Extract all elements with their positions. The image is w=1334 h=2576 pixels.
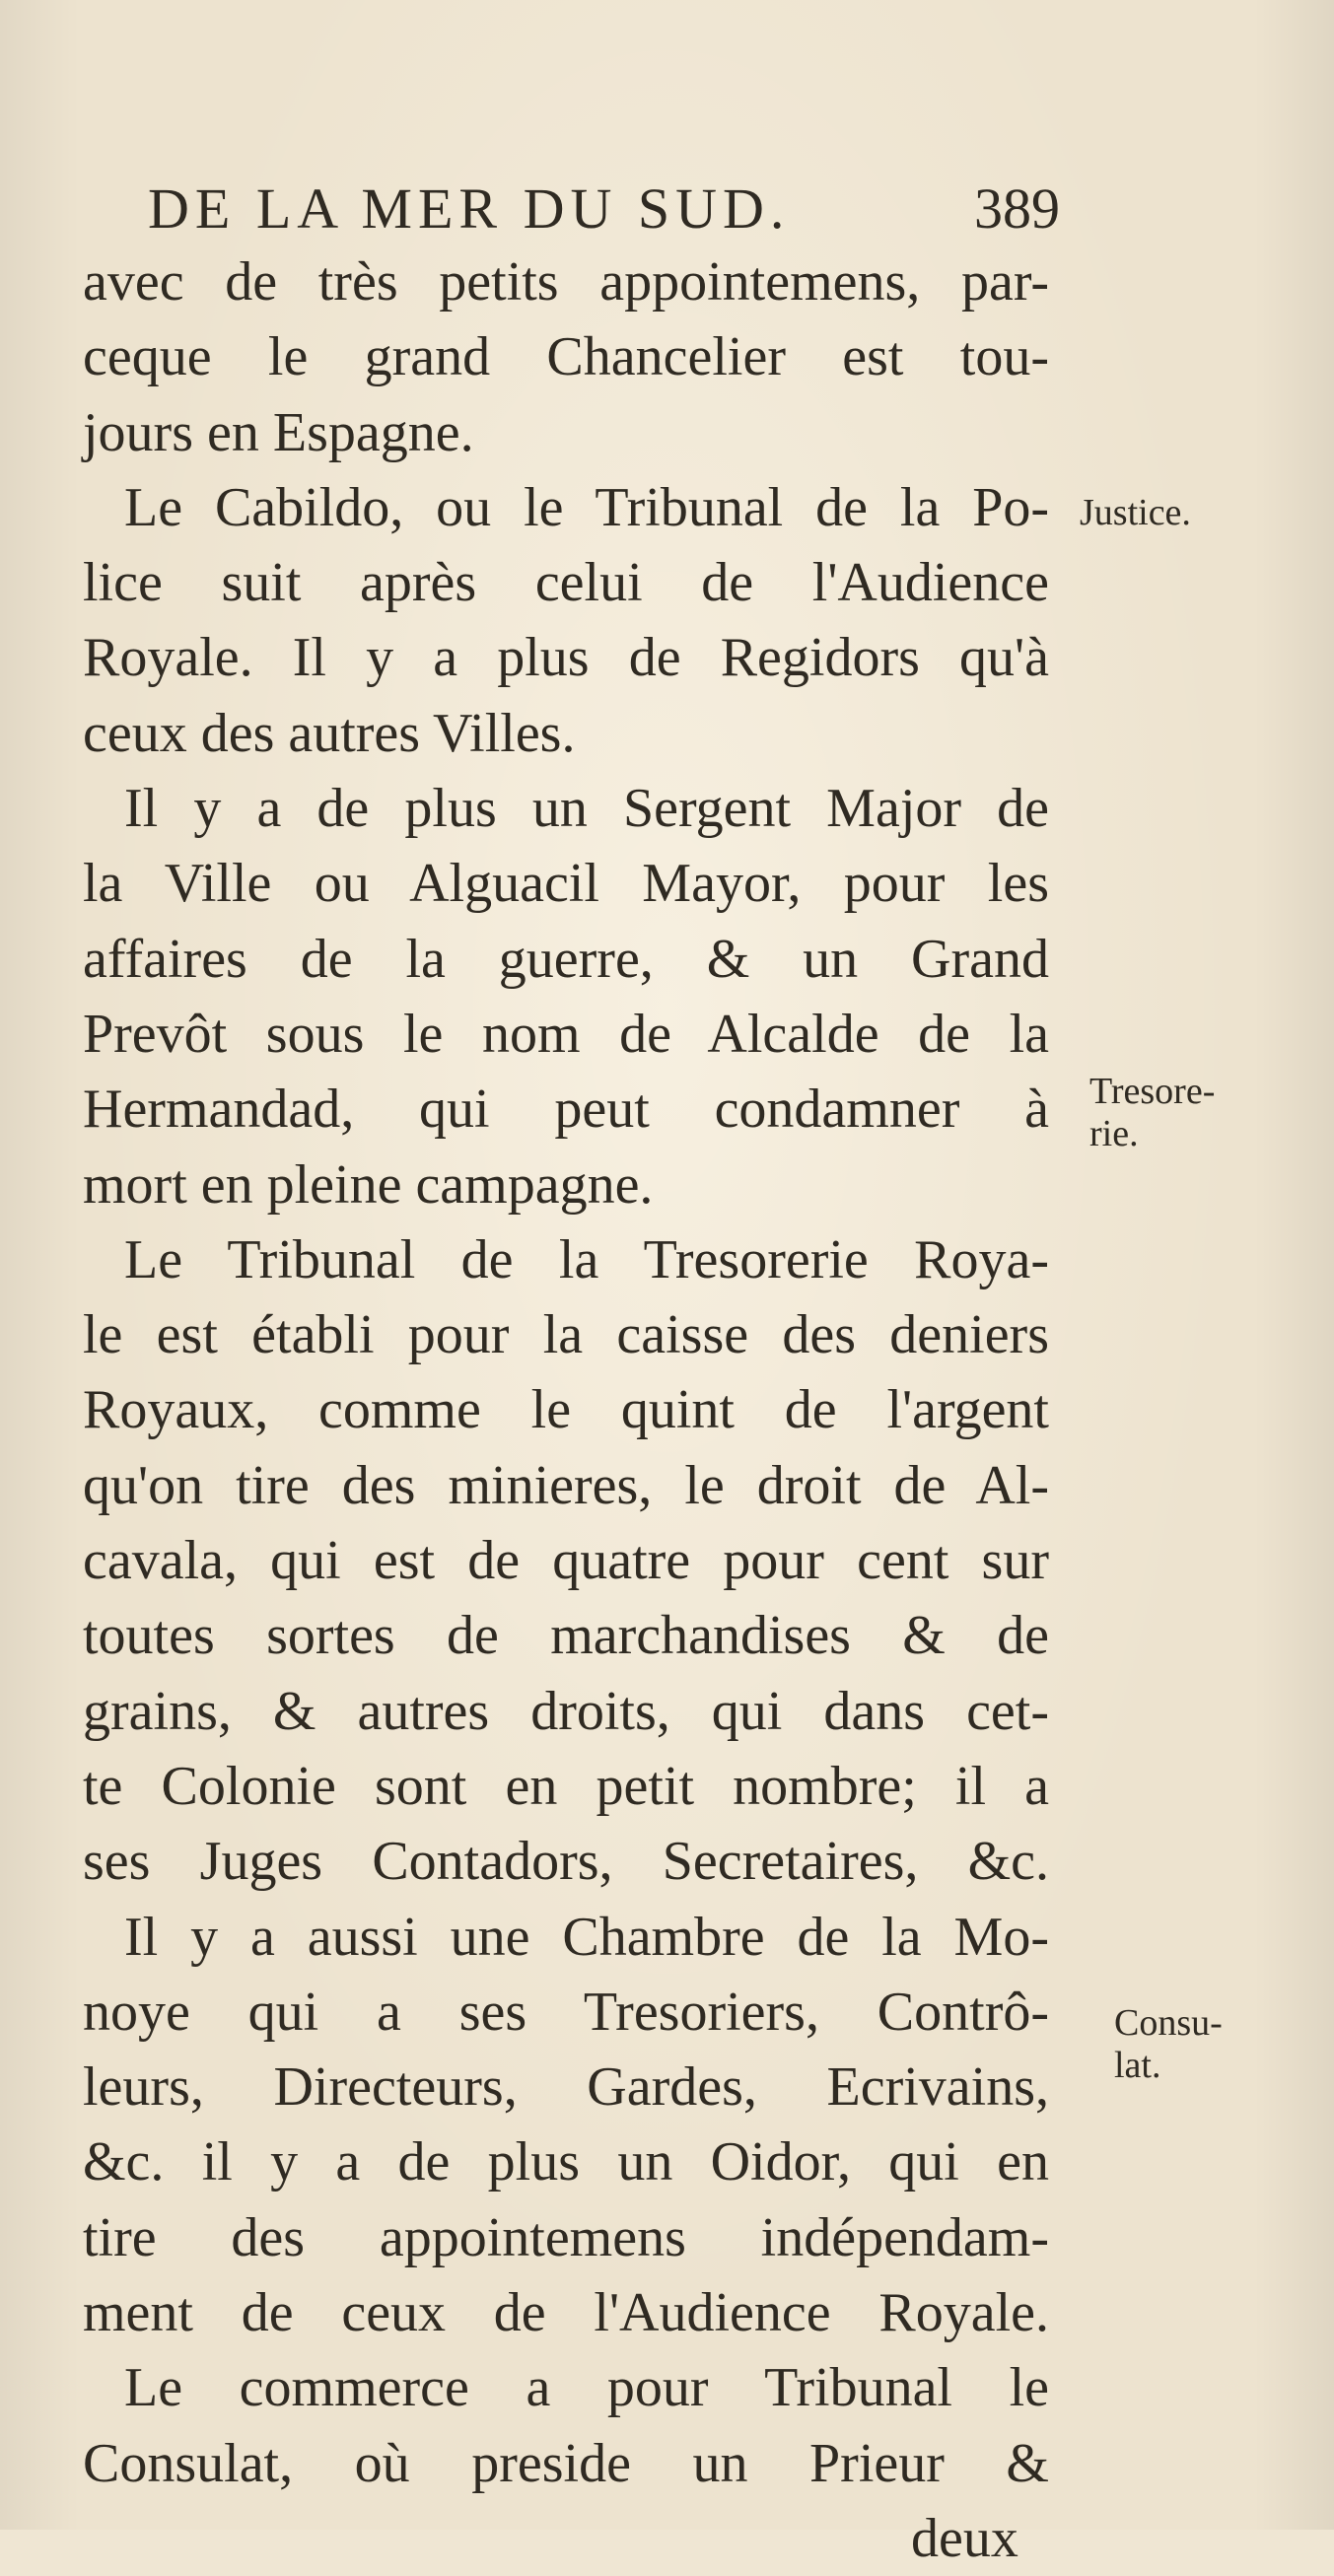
text-line: noye qui a ses Tresoriers, Contrô- <box>83 1981 1049 2043</box>
text-line: qu'on tire des minieres, le droit de Al- <box>83 1454 1049 1516</box>
text-line: toutes sortes de marchandises & de <box>83 1605 1049 1667</box>
text-line: lice suit après celui de l'Audience <box>83 552 1049 614</box>
text-line: Royaux, comme le quint de l'argent <box>83 1379 1049 1441</box>
page-number: 389 <box>974 176 1060 241</box>
catchword: deux <box>911 2507 1018 2569</box>
text-line: ment de ceux de l'Audience Royale. <box>83 2282 1049 2344</box>
text-line: Le Cabildo, ou le Tribunal de la Po- <box>124 476 1049 538</box>
text-line: Le Tribunal de la Tresorerie Roya- <box>124 1228 1049 1290</box>
text-line: &c. il y a de plus un Oidor, qui en <box>83 2131 1049 2193</box>
text-line: te Colonie sont en petit nombre; il a <box>83 1755 1049 1817</box>
text-line: la Ville ou Alguacil Mayor, pour les <box>83 853 1049 915</box>
margin-note-tresorerie-cont: rie. <box>1089 1113 1139 1154</box>
text-line: Hermandad, qui peut condamner à <box>83 1079 1049 1141</box>
text-line: Royale. Il y a plus de Regidors qu'à <box>83 627 1049 689</box>
text-line: cavala, qui est de quatre pour cent sur <box>83 1530 1049 1592</box>
text-line: ceux des autres Villes. <box>83 702 576 764</box>
text-line: ceque le grand Chancelier est tou- <box>83 326 1049 388</box>
running-head <box>148 175 1060 244</box>
running-title: DE LA MER DU SUD. <box>148 176 791 241</box>
body-text <box>83 244 1049 2576</box>
text-line: Le commerce a pour Tribunal le <box>124 2357 1049 2419</box>
text-line: jours en Espagne. <box>83 401 474 463</box>
text-line: leurs, Directeurs, Gardes, Ecrivains, <box>83 2056 1049 2119</box>
margin-note-consulat: Consu- <box>1114 2002 1223 2044</box>
text-line: le est établi pour la caisse des deniers <box>83 1304 1049 1366</box>
text-line: Consulat, où preside un Prieur & <box>83 2432 1049 2494</box>
margin-note-tresorerie: Tresore- <box>1089 1071 1216 1112</box>
text-line: tire des appointemens indépendam- <box>83 2206 1049 2268</box>
text-line: Il y a aussi une Chambre de la Mo- <box>124 1906 1049 1968</box>
text-line: affaires de la guerre, & un Grand <box>83 928 1049 990</box>
text-line: ses Juges Contadors, Secretaires, &c. <box>83 1831 1049 1893</box>
text-line: mort en pleine campagne. <box>83 1153 654 1216</box>
text-line: avec de très petits appointemens, par- <box>83 251 1049 313</box>
text-line: grains, & autres droits, qui dans cet- <box>83 1680 1049 1742</box>
text-line: Prevôt sous le nom de Alcalde de la <box>83 1003 1049 1065</box>
margin-note-justice: Justice. <box>1080 492 1191 533</box>
margin-note-consulat-cont: lat. <box>1114 2045 1161 2086</box>
text-line: Il y a de plus un Sergent Major de <box>124 778 1049 840</box>
